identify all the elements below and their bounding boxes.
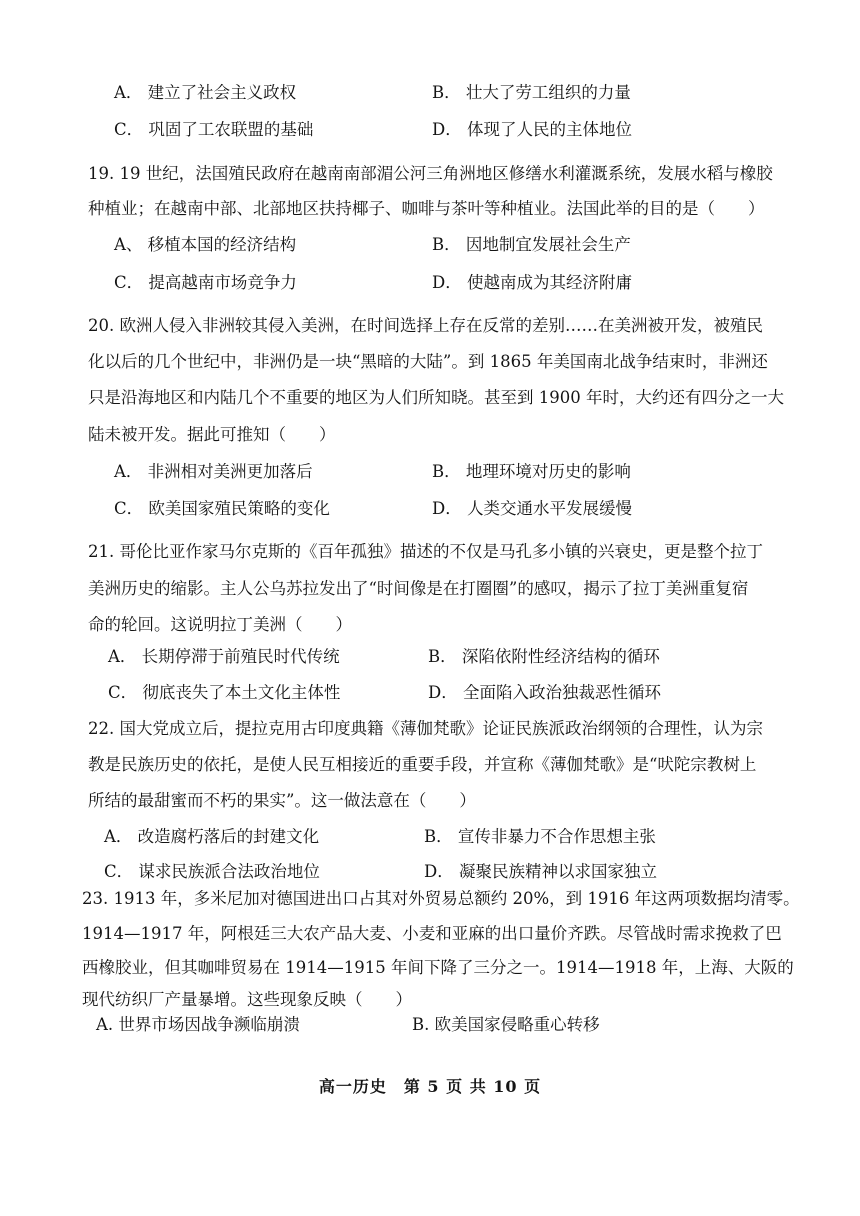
q18-option-b: B． 壮大了劳工组织的力量 [432,83,631,102]
q23-stem-line-1: 23. 1913 年，多米尼加对德国进出口占其对外贸易总额约 20%，到 1916 年这两项数据均清零。 [82,889,800,908]
q19-option-b: B． 因地制宜发展社会生产 [432,235,631,254]
q21-option-d: D． 全面陷入政治独裁恶性循环 [428,683,661,702]
q23-stem-line-2: 1914—1917 年，阿根廷三大农产品大麦、小麦和亚麻的出口量价齐跌。尽管战时需求挽救了巴 [82,924,782,943]
q23-options-row-1 [0,1014,860,1040]
q20-options-row-2 [0,498,860,524]
q20-option-a: A． 非洲相对美洲更加落后 [114,462,313,481]
q21-options-row-1 [0,646,860,672]
q21-option-a: A． 长期停滞于前殖民时代传统 [108,647,340,666]
q20-options-row-1 [0,461,860,487]
q22-option-b: B． 宣传非暴力不合作思想主张 [424,827,656,846]
q21-stem-line-3: 命的轮回。这说明拉丁美洲（ ） [88,615,352,634]
q20-stem-line-4: 陆未被开发。据此可推知（ ） [88,425,336,444]
q22-stem-line-3: 所结的最甜蜜而不朽的果实”。这一做法意在（ ） [88,791,476,810]
q23-option-b: B. 欧美国家侵略重心转移 [412,1015,600,1034]
q23-option-a: A. 世界市场因战争濒临崩溃 [96,1015,300,1034]
q21-option-b: B． 深陷依附性经济结构的循环 [428,647,660,666]
q19-option-c: C． 提高越南市场竞争力 [114,273,297,292]
q22-option-d: D． 凝聚民族精神以求国家独立 [424,862,657,881]
q18-option-c: C． 巩固了工农联盟的基础 [114,120,314,139]
q18-option-d: D． 体现了人民的主体地位 [432,120,632,139]
q18-options-row-1 [0,82,860,108]
q20-stem-line-3: 只是沿海地区和内陆几个不重要的地区为人们所知晓。甚至到 1900 年时，大约还有四分之一大 [88,388,784,407]
q20-stem-line-1: 20. 欧洲人侵入非洲较其侵入美洲，在时间选择上存在反常的差别……在美洲被开发，被殖民 [88,316,763,335]
q22-stem-line-1: 22. 国大党成立后，提拉克用古印度典籍《薄伽梵歌》论证民族派政治纲领的合理性，认为宗 [88,719,763,738]
q21-option-c: C． 彻底丧失了本土文化主体性 [108,683,341,702]
q20-stem-line-2: 化以后的几个世纪中，非洲仍是一块“黑暗的大陆”。到 1865 年美国南北战争结束时，非洲还 [88,352,768,371]
q19-stem-line-2: 种植业；在越南中部、北部地区扶持椰子、咖啡与茶叶等种植业。法国此举的目的是（ ） [88,199,765,218]
q18-options-row-2 [0,119,860,145]
q21-stem-line-1: 21. 哥伦比亚作家马尔克斯的《百年孤独》描述的不仅是马孔多小镇的兴衰史，更是整个拉丁 [88,542,763,561]
q20-option-b: B． 地理环境对历史的影响 [432,462,631,481]
q22-options-row-2 [0,861,860,887]
q21-stem-line-2: 美洲历史的缩影。主人公乌苏拉发出了“时间像是在打圈圈”的感叹，揭示了拉丁美洲重复宿 [88,579,749,598]
q21-options-row-2 [0,682,860,708]
q19-options-row-1 [0,234,860,260]
page-footer: 高一历史 第 5 页 共 10 页 [318,1077,542,1096]
q20-option-d: D． 人类交通水平发展缓慢 [432,499,632,518]
q19-stem-line-1: 19. 19 世纪，法国殖民政府在越南南部湄公河三角洲地区修缮水利灌溉系统，发展水稻与橡胶 [88,164,773,183]
q22-option-a: A． 改造腐朽落后的封建文化 [104,827,320,846]
q19-options-row-2 [0,272,860,298]
q22-stem-line-2: 教是民族历史的依托，是使人民互相接近的重要手段，并宣称《薄伽梵歌》是“吠陀宗教树上 [88,755,757,774]
q18-option-a: A． 建立了社会主义政权 [114,83,297,102]
q23-stem-line-3: 西橡胶业，但其咖啡贸易在 1914—1915 年间下降了三分之一。1914—1918 年，上海、大阪的 [82,958,794,977]
q22-option-c: C． 谋求民族派合法政治地位 [104,862,320,881]
q22-options-row-1 [0,826,860,852]
q23-stem-line-4: 现代纺织厂产量暴增。这些现象反映（ ） [82,990,412,1009]
q20-option-c: C． 欧美国家殖民策略的变化 [114,499,330,518]
q19-option-d: D． 使越南成为其经济附庸 [432,273,632,292]
q19-option-a: A、 移植本国的经济结构 [114,235,297,254]
